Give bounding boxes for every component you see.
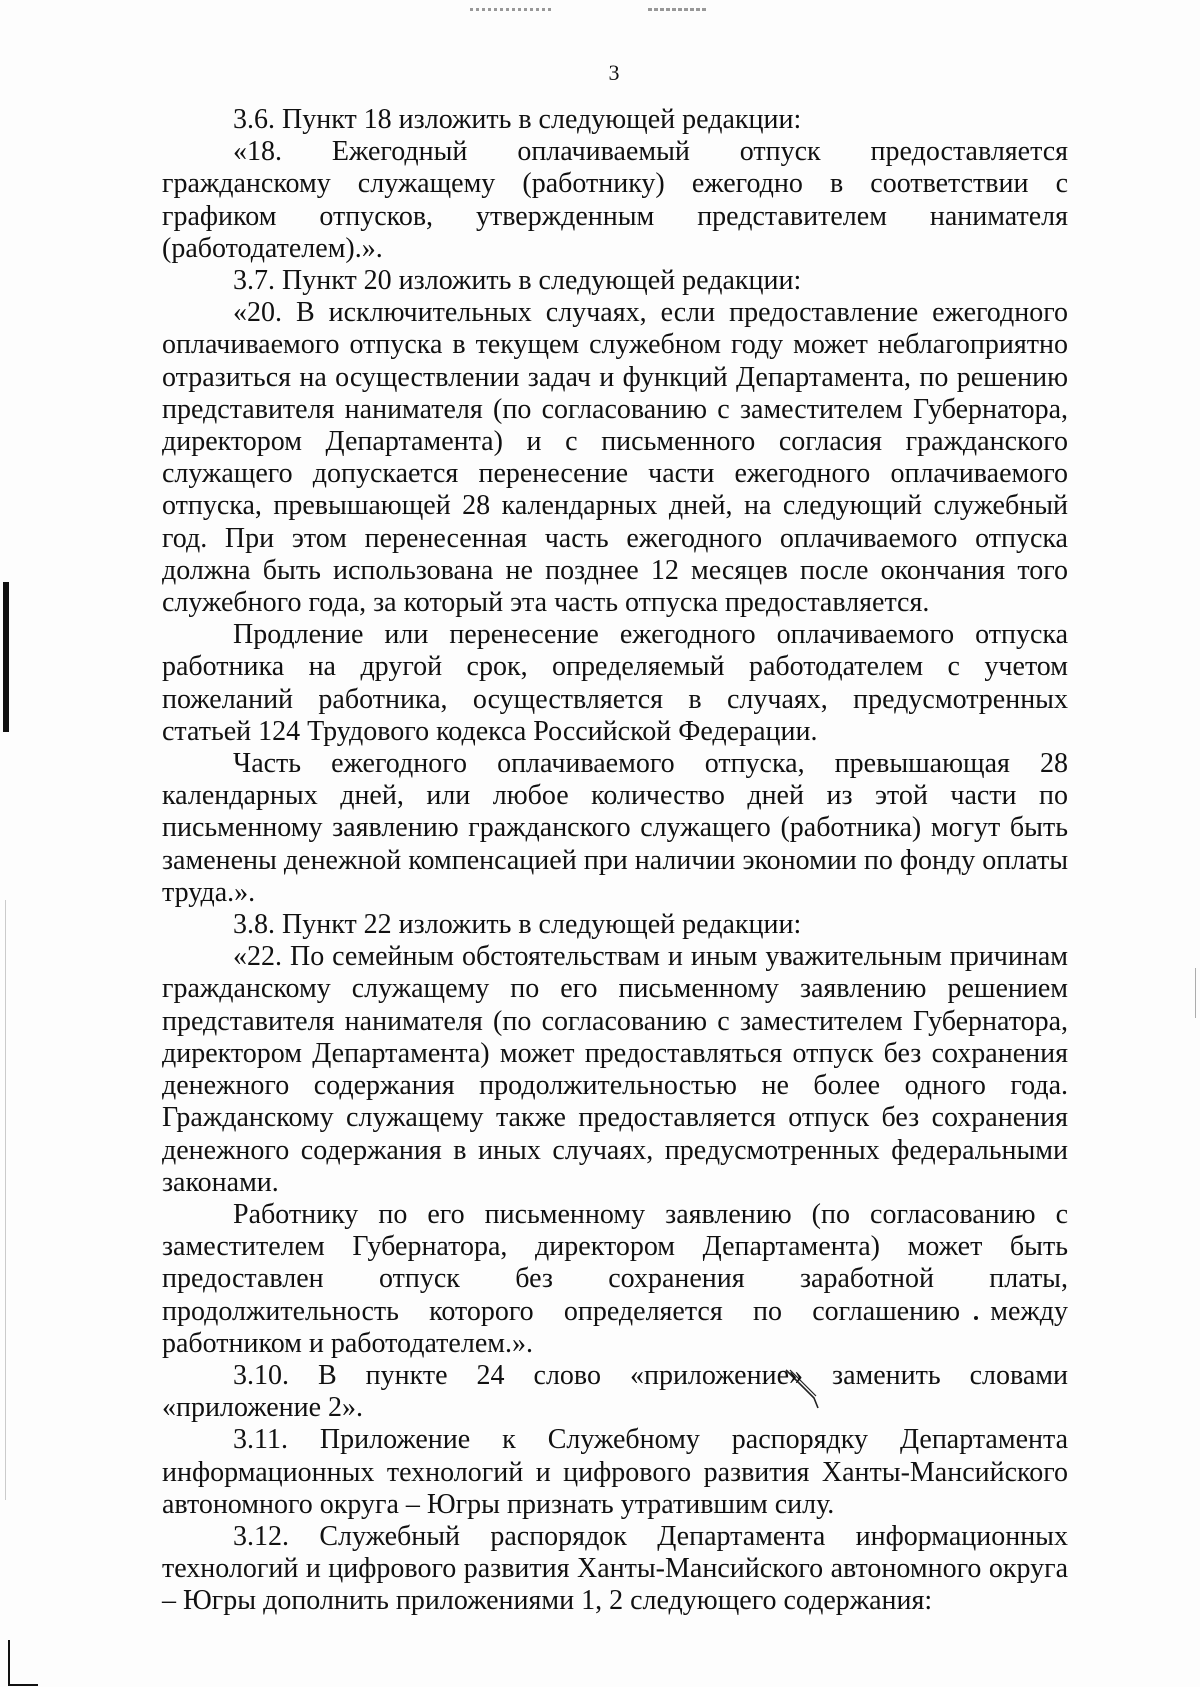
- paragraph-3-10: 3.10. В пункте 24 слово «приложение» заменить словами «приложение 2».: [162, 1359, 1068, 1424]
- scan-artifact-left-bar: [3, 582, 9, 732]
- paragraph-employee-leave: Работнику по его письменному заявлению (по согласованию с заместителем Губернатора, директором Департамента) может быть предоставлен отпуск без сохранения заработной платы, продолжительность которого определяется по соглашению между работником и работодателем.».: [162, 1198, 1068, 1359]
- paragraph-3-7: 3.7. Пункт 20 изложить в следующей редакции:: [233, 265, 802, 297]
- scan-artifact-corner-horizontal: [8, 1684, 38, 1686]
- paragraph-22: «22. По семейным обстоятельствам и иным уважительным причинам гражданскому служащему по его письменному заявлению решением представителя нанимателя (по согласованию с заместителем Губернатора, директором Департамента) может предоставляться отпуск без сохранения денежного содержания продолжительностью не более одного года. Гражданскому служащему также предоставляется отпуск без сохранения денежного содержания в иных случаях, предусмотренных федеральными законами.: [162, 941, 1068, 1198]
- scan-artifact-top-left: [470, 8, 554, 11]
- paragraph-18: «18. Ежегодный оплачиваемый отпуск предоставляется гражданскому служащему (работнику) ежегодно в соответствии с графиком отпусков, утвержденным представителем нанимателя (работодателем).».: [162, 136, 1068, 264]
- scan-artifact-right-line: [1195, 968, 1196, 1018]
- scan-artifact-corner-vertical: [8, 1640, 10, 1685]
- paragraph-3-8: 3.8. Пункт 22 изложить в следующей редакции:: [233, 909, 802, 941]
- scan-artifact-left-line: [5, 900, 6, 1500]
- paragraph-3-6: 3.6. Пункт 18 изложить в следующей редакции:: [233, 104, 802, 135]
- paragraph-compensation: Часть ежегодного оплачиваемого отпуска, превышающая 28 календарных дней, или любое количество дней из этой части по письменному заявлению гражданского служащего (работника) могут быть заменены денежной компенсацией при наличии экономии по фонду оплаты труда.».: [162, 748, 1068, 908]
- paragraph-20: «20. В исключительных случаях, если предоставление ежегодного оплачиваемого отпуска в текущем служебном году может неблагоприятно отразиться на осуществлении задач и функций Департамента, по решению представителя нанимателя (по согласованию с заместителем Губернатора, директором Департамента) и с письменного согласия гражданского служащего допускается перенесение части ежегодного оплачиваемого отпуска, превышающей 28 календарных дней, на следующий служебный год. При этом перенесенная часть ежегодного оплачиваемого отпуска должна быть использована не позднее 12 месяцев после окончания того служебного года, за который эта часть отпуска предоставляется.: [162, 297, 1068, 619]
- paragraph-3-12: 3.12. Служебный распорядок Департамента информационных технологий и цифрового развития Ханты-Мансийского автономного округа – Югры дополнить приложениями 1, 2 следующего содержания:: [162, 1520, 1068, 1617]
- paragraph-3-11: 3.11. Приложение к Служебному распорядку Департамента информационных технологий и цифрового развития Ханты-Мансийского автономного округа – Югры признать утратившим силу.: [162, 1424, 1068, 1520]
- document-body: [162, 104, 1068, 1618]
- paragraph-extension: Продление или перенесение ежегодного оплачиваемого отпуска работника на другой срок, определяемый работодателем с учетом пожеланий работника, осуществляется в случаях, предусмотренных статьей 124 Трудового кодекса Российской Федерации.: [162, 619, 1068, 747]
- scan-artifact-top-right: [648, 8, 706, 11]
- page-number: 3: [608, 60, 620, 85]
